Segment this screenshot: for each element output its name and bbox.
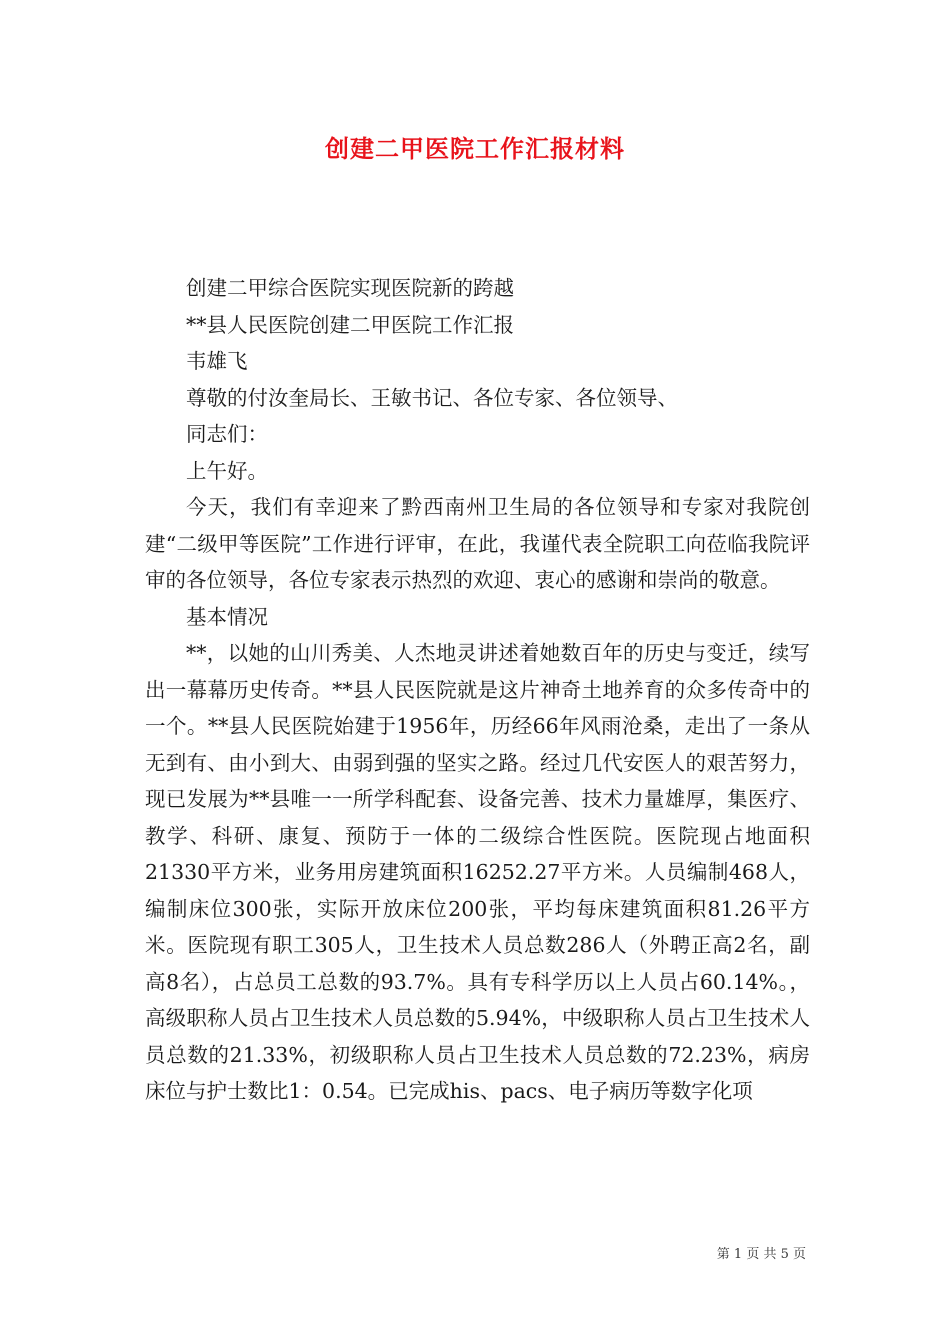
author-name: 韦雄飞 — [186, 349, 248, 373]
report-heading-paragraph: **县人民医院创建二甲医院工作汇报 — [186, 312, 514, 337]
basic-info-paragraph: **，以她的山川秀美、人杰地灵讲述着她数百年的历史与变迁，续写出一幕幕历史传奇。**县人民医院就是这片神奇土地养育的众多传奇中的一个。**县人民医院始建于1956年，历经66年风雨沧桑，走出了一条从无到有、由小到大、由弱到强的坚实之路。经过几代安医人的艰苦努力，现已发展为**县唯一一所学科配套、设备完善、技术力量雄厚，集医疗、教学、科研、康复、预防于一体的二级综合性医院。医院现占地面积21330平方米，业务用房建筑面积16252.27平方米。人员编制468人，编制床位300张，实际开放床位200张，平均每床建筑面积81.26平方米。医院现有职工305人，卫生技术人员总数286人（外聘正高2名，副高8名），占总员工总数的93.7%。具有专科学历以上人员占60.14%。，高级职称人员占卫生技术人员总数的5.94%，中级职称人员占卫生技术人员总数的21.33%，初级职称人员占卫生技术人员总数的72.23%，病房床位与护士数比1：0.54。已完成his、pacs、电子病历等数字化项 — [145, 641, 810, 1103]
greeting-line: 上午好。 — [186, 458, 268, 483]
welcome-paragraph: 今天，我们有幸迎来了黔西南州卫生局的各位领导和专家对我院创建“二级甲等医院”工作进行评审，在此，我谨代表全院职工向莅临我院评审的各位领导，各位专家表示热烈的欢迎、衷心的感谢和崇尚的敬意。 — [145, 495, 810, 592]
document-body — [145, 270, 810, 1110]
subtitle-paragraph: 创建二甲综合医院实现医院新的跨越 — [186, 276, 514, 300]
section-heading-basic-info: 基本情况 — [186, 604, 268, 629]
salutation-comrades: 同志们： — [186, 422, 268, 446]
page-number-footer: 第 1 页 共 5 页 — [716, 1247, 806, 1262]
salutation-line: 尊敬的付汝奎局长、王敏书记、各位专家、各位领导、 — [186, 385, 678, 410]
document-title: 创建二甲医院工作汇报材料 — [325, 134, 625, 163]
